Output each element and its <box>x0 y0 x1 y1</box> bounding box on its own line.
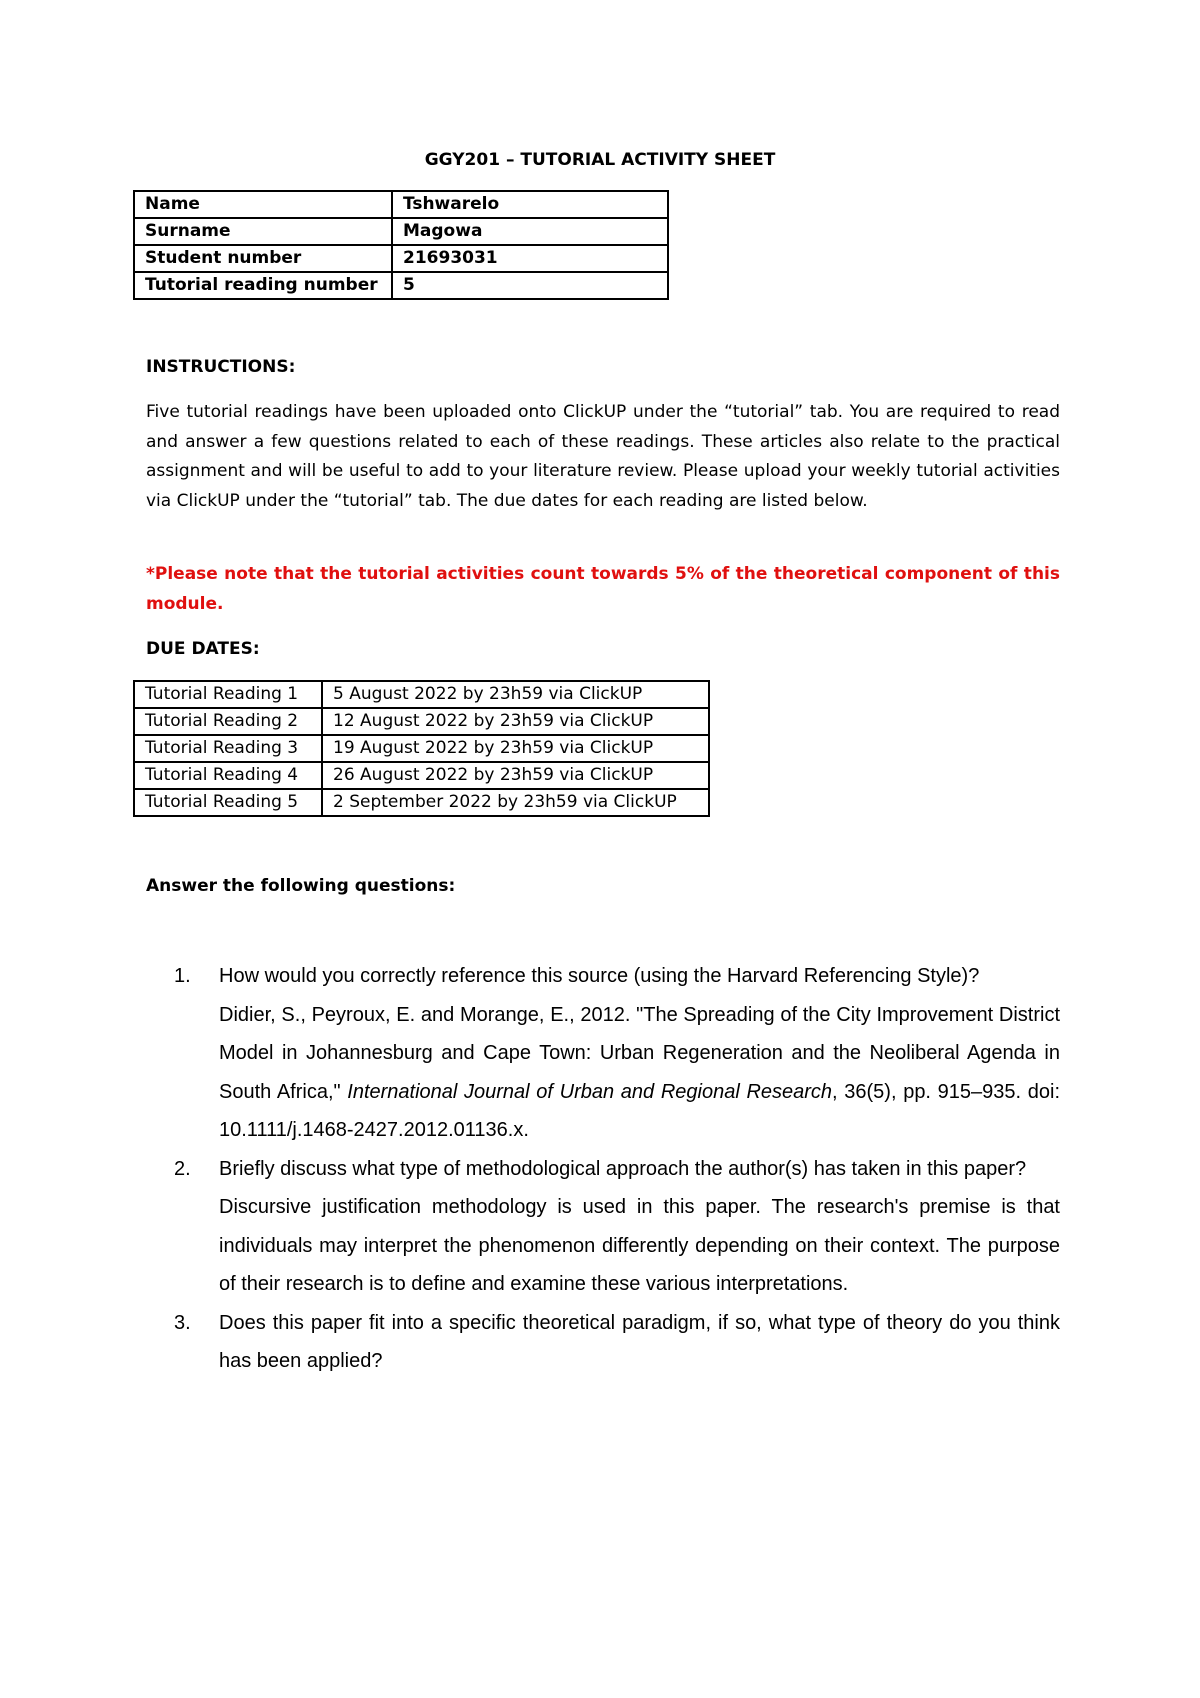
reading-cell: Tutorial Reading 4 <box>134 762 322 789</box>
info-value: 5 <box>392 272 668 299</box>
table-row <box>134 272 668 299</box>
due-date-cell: 12 August 2022 by 23h59 via ClickUP <box>322 708 709 735</box>
question-text: How would you correctly reference this source (using the Harvard Referencing Style)? <box>219 965 980 987</box>
due-date-cell: 2 September 2022 by 23h59 via ClickUP <box>322 789 709 816</box>
question-text: Briefly discuss what type of methodological approach the author(s) has taken in this paper? <box>219 1157 1027 1180</box>
questions-list <box>146 957 1060 1381</box>
question-item <box>146 957 1060 1150</box>
student-info-table <box>133 190 669 300</box>
reference-details: , 36(5), pp. 915–935. doi: 10.1111/j.1468-2427.2012.01136.x. <box>219 1080 1060 1141</box>
due-dates-table <box>133 680 710 817</box>
reading-cell: Tutorial Reading 5 <box>134 789 322 816</box>
question-number: 2. <box>174 1157 191 1180</box>
table-row <box>134 218 668 245</box>
table-row <box>134 789 709 816</box>
info-label: Surname <box>134 218 392 245</box>
reading-cell: Tutorial Reading 2 <box>134 708 322 735</box>
info-value: 21693031 <box>392 245 668 272</box>
reading-cell: Tutorial Reading 1 <box>134 681 322 708</box>
answer-text: Discursive justification methodology is used in this paper. The research's premise is that individuals may interpret the phenomenon differently depending on their context. The purpose of their research is to define and examine these various interpretations. <box>219 1196 1060 1295</box>
due-date-cell: 5 August 2022 by 23h59 via ClickUP <box>322 681 709 708</box>
question-item <box>146 1304 1060 1381</box>
info-value: Tshwarelo <box>392 191 668 218</box>
table-row <box>134 681 709 708</box>
question-number: 1. <box>174 965 191 987</box>
due-dates-heading: DUE DATES: <box>146 639 260 659</box>
question-item <box>146 1150 1060 1304</box>
table-row <box>134 762 709 789</box>
grade-note: *Please note that the tutorial activities count towards 5% of the theoretical component of this module. <box>146 564 1060 614</box>
due-date-cell: 26 August 2022 by 23h59 via ClickUP <box>322 762 709 789</box>
due-date-cell: 19 August 2022 by 23h59 via ClickUP <box>322 735 709 762</box>
question-text: Does this paper fit into a specific theoretical paradigm, if so, what type of theory do you think has been applied? <box>219 1311 1060 1372</box>
info-label: Tutorial reading number <box>134 272 392 299</box>
page-title: GGY201 – TUTORIAL ACTIVITY SHEET <box>424 150 776 170</box>
table-row <box>134 245 668 272</box>
info-label: Student number <box>134 245 392 272</box>
questions-heading: Answer the following questions: <box>146 876 456 896</box>
instructions-heading: INSTRUCTIONS: <box>146 357 296 377</box>
table-row <box>134 191 668 218</box>
table-row <box>134 735 709 762</box>
table-row <box>134 708 709 735</box>
instructions-body: Five tutorial readings have been uploaded onto ClickUP under the “tutorial” tab. You are required to read and answer a few questions related to each of these readings. These articles also relate to the practical assignment and will be useful to add to your literature review. Please upload your weekly tutorial activities via ClickUP under the “tutorial” tab. The due dates for each reading are listed below. <box>146 402 1060 511</box>
reference-text: Didier, S., Peyroux, E. and Morange, E., 2012. "The Spreading of the City Improvement District Model in Johannesburg and Cape Town: Urban Regeneration and the Neoliberal Agenda in South Africa," <box>219 1003 1060 1103</box>
answer-text <box>219 996 1060 1150</box>
question-number: 3. <box>174 1311 191 1334</box>
journal-title: International Journal of Urban and Regional Research <box>347 1080 833 1103</box>
info-label: Name <box>134 191 392 218</box>
reading-cell: Tutorial Reading 3 <box>134 735 322 762</box>
info-value: Magowa <box>392 218 668 245</box>
